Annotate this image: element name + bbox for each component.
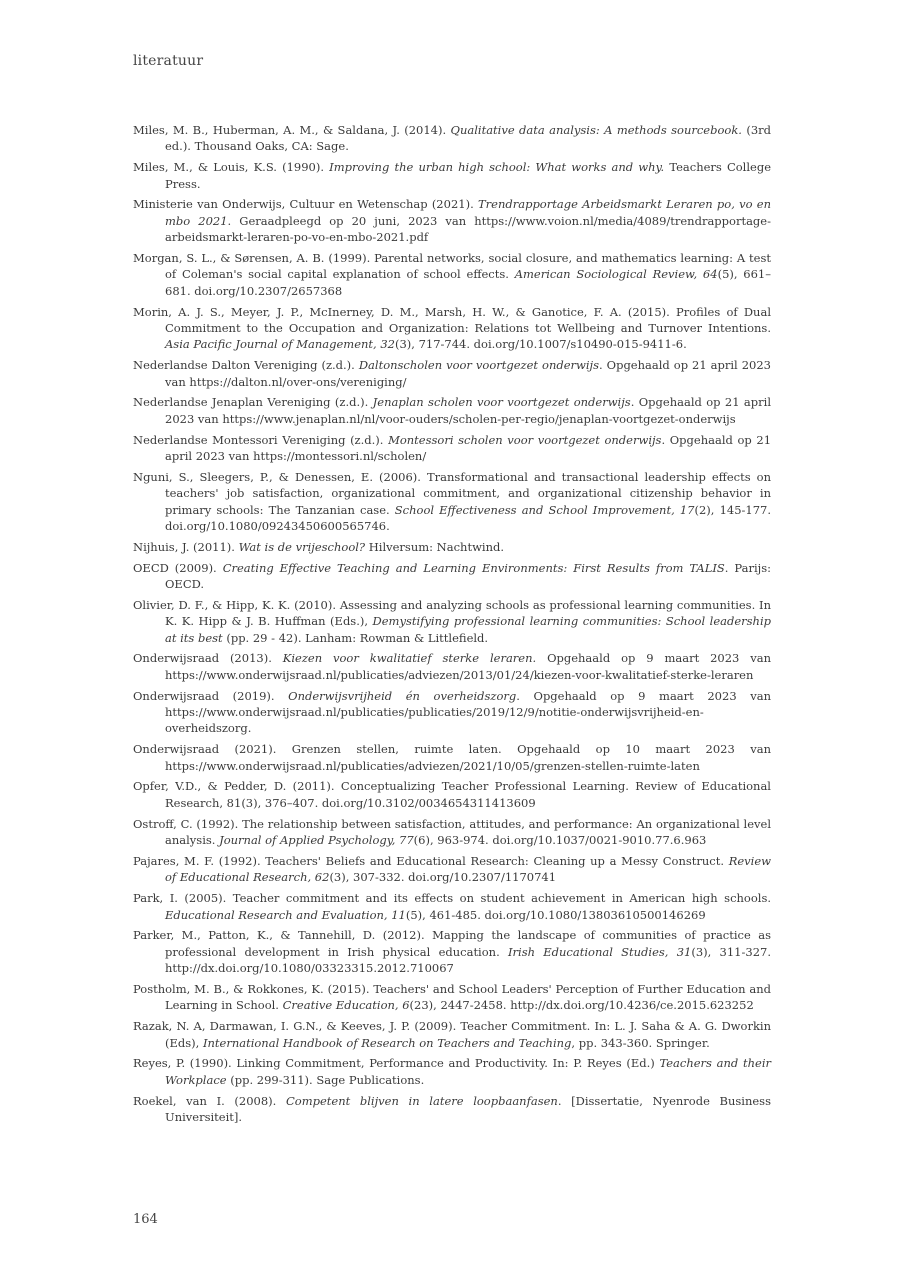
reference-title: Creating Effective Teaching and Learning Environments: First Results from TALIS	[222, 560, 725, 575]
reference-entry	[133, 741, 771, 774]
reference-text: Miles, M., & Louis, K.S. (1990).	[133, 160, 330, 175]
reference-text: Razak, N. A, Darmawan, I. G.N., & Keeves, J. P. (2009). Teacher Commitment. In: L. J. Saha & A. G. Dworkin (Eds),	[133, 1019, 771, 1050]
reference-title: Educational Research and Evaluation, 11	[165, 907, 406, 922]
reference-details: (5), 661–681. doi.org/10.2307/2657368	[165, 267, 771, 298]
reference-text: Nijhuis, J. (2011).	[133, 539, 239, 554]
reference-details: (3), 311-327. http://dx.doi.org/10.1080/03323315.2012.710067	[165, 944, 771, 976]
reference-text: Miles, M. B., Huberman, A. M., & Saldana, J. (2014).	[133, 123, 451, 137]
reference-title: Asia Pacific Journal of Management, 32	[165, 337, 395, 352]
reference-details: Opgehaald op 9 maart 2023 van https://www.onderwijsraad.nl/publicaties/adviezen/2013/01/24/kiezen-voor-kwalitatief-sterke-leraren	[165, 651, 771, 682]
reference-title: Review of Educational Research, 62	[165, 853, 771, 885]
reference-entry	[133, 890, 771, 923]
reference-text: Nguni, S., Sleegers, P., & Denessen, E. (2006). Transformational and transactional leadership effects on teachers' job satisfaction, organizational commitment, and organizational citizenship behavior in primary schools: The Tanzanian case.	[133, 469, 771, 517]
reference-entry	[133, 196, 771, 245]
reference-entry	[133, 304, 771, 353]
reference-entry	[133, 469, 771, 535]
reference-title: Wat is de vrijeschool?	[238, 539, 366, 554]
reference-text: Olivier, D. F., & Hipp, K. K. (2010). Assessing and analyzing schools as professional learning communities. In K. K. Hipp & J. B. Huffman (Eds.),	[133, 597, 771, 629]
reference-entry	[133, 688, 771, 737]
reference-details: (3), 717-744. doi.org/10.1007/s10490-015-9411-6.	[394, 337, 687, 352]
reference-details: . [Dissertatie, Nyenrode Business Universiteit].	[165, 1093, 771, 1124]
reference-title: Trendrapportage Arbeidsmarkt Leraren po, vo en mbo 2021	[165, 197, 772, 228]
reference-title: Montessori scholen voor voortgezet onderwijs	[388, 432, 662, 447]
reference-entry	[133, 539, 771, 555]
reference-details: (5), 461-485. doi.org/10.1080/13803610500146269	[405, 907, 706, 922]
reference-title: Teachers and their Workplace	[165, 1056, 772, 1087]
reference-title: Kiezen voor kwalitatief sterke leraren.	[282, 651, 537, 666]
reference-details: (3), 307-332. doi.org/10.2307/1170741	[329, 870, 557, 885]
reference-title: Journal of Applied Psychology, 77	[219, 833, 414, 848]
reference-details: (23), 2447-2458. http://dx.doi.org/10.4236/ce.2015.623252	[409, 998, 754, 1013]
reference-title: Demystifying professional learning communities: School leadership at its best	[165, 614, 771, 645]
reference-title: Onderwijsvrijheid én overheidszorg	[288, 688, 517, 703]
reference-details: Teachers College Press.	[165, 160, 772, 191]
reference-entry	[133, 927, 771, 976]
reference-title: Irish Educational Studies, 31	[507, 944, 692, 959]
reference-text: Onderwijsraad (2019).	[133, 688, 289, 703]
reference-text: Ministerie van Onderwijs, Cultuur en Wetenschap (2021).	[133, 197, 478, 212]
reference-text: Nederlandse Montessori Vereniging (z.d.).	[133, 432, 389, 447]
reference-entry	[133, 357, 771, 390]
reference-entry	[133, 560, 771, 593]
page-number: 164	[133, 1212, 158, 1227]
reference-entry	[133, 981, 771, 1014]
reference-text: Onderwijsraad (2013).	[133, 651, 283, 666]
reference-entry	[133, 853, 771, 886]
reference-details: , pp. 343-360. Springer.	[571, 1035, 710, 1050]
reference-details: Hilversum: Nachtwind.	[365, 539, 505, 554]
reference-list	[133, 122, 771, 1130]
reference-title: Creative Education, 6	[282, 998, 410, 1013]
reference-text: Pajares, M. F. (1992). Teachers' Beliefs and Educational Research: Cleaning up a Messy Construct.	[133, 853, 729, 868]
reference-title: Competent blijven in latere loopbaanfasen	[285, 1093, 558, 1108]
running-header: literatuur	[133, 53, 204, 69]
reference-text: Parker, M., Patton, K., & Tannehill, D. (2012). Mapping the landscape of communities of practice as professional development in Irish physical education.	[133, 928, 771, 959]
reference-title: Qualitative data analysis: A methods sourcebook.	[450, 123, 742, 137]
reference-text: Morgan, S. L., & Sørensen, A. B. (1999). Parental networks, social closure, and mathematics learning: A test of Coleman's social capital explanation of school effects.	[133, 251, 771, 282]
reference-text: Ostroff, C. (1992). The relationship between satisfaction, attitudes, and performance: An organizational level analysis.	[133, 816, 771, 848]
reference-title: American Sociological Review, 64	[514, 267, 718, 282]
reference-title: Improving the urban high school: What works and why.	[329, 160, 665, 175]
reference-entry	[133, 1093, 771, 1126]
reference-entry	[133, 394, 771, 427]
reference-entry	[133, 159, 771, 192]
reference-entry	[133, 1055, 771, 1088]
reference-text: OECD (2009).	[133, 560, 223, 575]
reference-text: Roekel, van I. (2008).	[133, 1093, 286, 1108]
reference-entry	[133, 122, 771, 155]
reference-entry	[133, 650, 771, 683]
reference-title: School Effectiveness and School Improvement, 17	[394, 502, 695, 517]
reference-details: . Parijs: OECD.	[165, 560, 771, 592]
reference-details: . Opgehaald op 21 april 2023 van https://dalton.nl/over-ons/vereniging/	[165, 358, 771, 389]
reference-details: (3rd ed.). Thousand Oaks, CA: Sage.	[165, 123, 771, 154]
reference-details: . Opgehaald op 21 april 2023 van https://montessori.nl/scholen/	[165, 432, 772, 464]
reference-title: Jenaplan scholen voor voortgezet onderwijs	[372, 395, 631, 410]
reference-text: Reyes, P. (1990). Linking Commitment, Performance and Productivity. In: P. Reyes (Ed.)	[133, 1056, 660, 1071]
reference-details: . Opgehaald op 9 maart 2023 van https://www.onderwijsraad.nl/publicaties/publicaties/2019/12/9/notitie-onderwijsvrijheid-en-overheidszorg.	[165, 688, 771, 736]
reference-details: . Geraadpleegd op 20 juni, 2023 van https://www.voion.nl/media/4089/trendrapportage-arbeidsmarkt-leraren-po-vo-en-mbo-2021.pdf	[165, 213, 771, 245]
reference-text: Nederlandse Jenaplan Vereniging (z.d.).	[133, 395, 373, 410]
reference-entry	[133, 778, 771, 811]
reference-entry	[133, 250, 771, 299]
reference-details: (pp. 299-311). Sage Publications.	[226, 1072, 425, 1087]
reference-text: Morin, A. J. S., Meyer, J. P., McInerney, D. M., Marsh, H. W., & Ganotice, F. A. (2015). Profiles of Dual Commitment to the Occupation and Organization: Relations tot Wellbeing and Turnover Intentions.	[133, 304, 771, 336]
reference-entry	[133, 597, 771, 646]
reference-details: . Opgehaald op 21 april 2023 van https://www.jenaplan.nl/nl/voor-ouders/scholen-per-regio/jenaplan-voortgezet-onderwijs	[165, 395, 771, 426]
reference-text: Opfer, V.D., & Pedder, D. (2011). Conceptualizing Teacher Professional Learning. Review of Educational Research, 81(3), 376–407. doi.org/10.3102/0034654311413609	[133, 779, 771, 810]
reference-entry	[133, 1018, 771, 1051]
reference-entry	[133, 816, 771, 849]
reference-details: (6), 963-974. doi.org/10.1037/0021-9010.77.6.963	[413, 833, 707, 848]
reference-entry	[133, 432, 771, 465]
reference-details: (2), 145-177. doi.org/10.1080/09243450600565746.	[165, 502, 772, 534]
reference-text: Nederlandse Dalton Vereniging (z.d.).	[133, 358, 359, 373]
reference-text: Postholm, M. B., & Rokkones, K. (2015). Teachers' and School Leaders' Perception of Further Education and Learning in School.	[133, 981, 771, 1013]
reference-text: Park, I. (2005). Teacher commitment and its effects on student achievement in American high schools.	[133, 891, 771, 906]
reference-title: Daltonscholen voor voortgezet onderwijs	[358, 358, 600, 373]
reference-text: Onderwijsraad (2021). Grenzen stellen, ruimte laten. Opgehaald op 10 maart 2023 van https://www.onderwijsraad.nl/publicaties/adviezen/2021/10/05/grenzen-stellen-ruimte-laten	[133, 742, 771, 773]
reference-details: (pp. 29 - 42). Lanham: Rowman & Littlefield.	[222, 630, 489, 645]
reference-title: International Handbook of Research on Teachers and Teaching	[202, 1035, 572, 1050]
